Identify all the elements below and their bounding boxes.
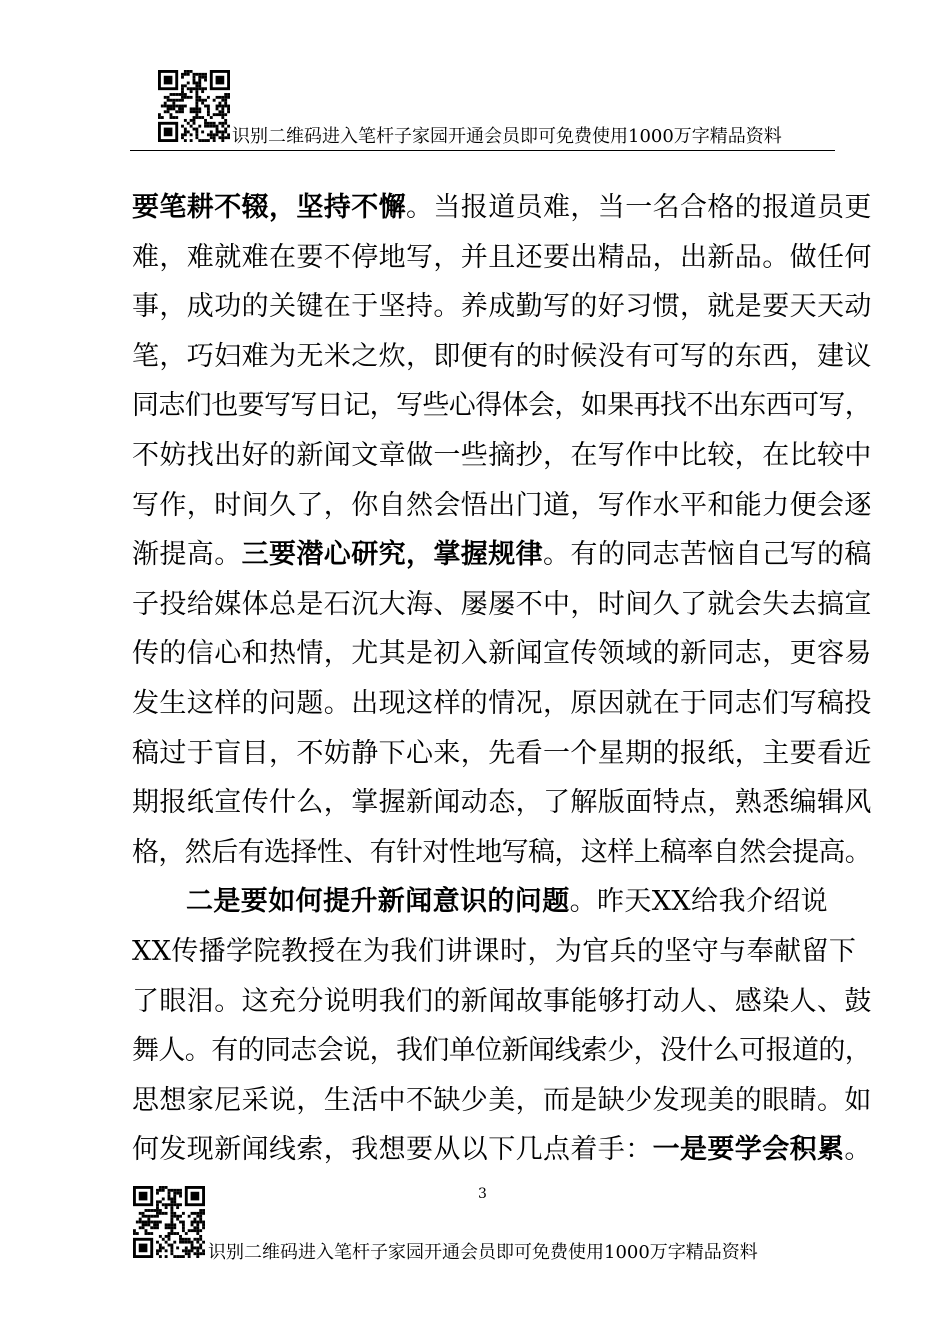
body-line: 事，成功的关键在于坚持。养成勤写的好习惯，就是要天天动 <box>132 291 872 323</box>
body-line: 何发现新闻线索，我想要从以下几点着手：一是要学会积累。 <box>132 1134 872 1166</box>
body-line: 写作，时间久了，你自然会悟出门道，写作水平和能力便会逐 <box>132 489 872 521</box>
body-line: 传的信心和热情，尤其是初入新闻宣传领域的新同志，更容易 <box>132 638 872 670</box>
body-line: 同志们也要写写日记，写些心得体会，如果再找不出东西可写， <box>132 390 872 422</box>
body-line: 笔，巧妇难为无米之炊，即便有的时候没有可写的东西，建议 <box>132 340 872 372</box>
body-line: 难，难就难在要不停地写，并且还要出精品，出新品。做任何 <box>132 241 872 273</box>
section-heading: 二是要如何提升新闻意识的问题 <box>186 886 570 918</box>
body-line: 格，然后有选择性、有针对性地写稿，这样上稿率自然会提高。 <box>132 836 872 868</box>
bold-heading: 要笔耕不辍，坚持不懈 <box>132 192 406 223</box>
body-line: 舞人。有的同志会说，我们单位新闻线索少，没什么可报道的， <box>132 1035 872 1067</box>
body-line: 渐提高。三要潜心研究，掌握规律。有的同志苦恼自己写的稿 <box>132 539 872 571</box>
body-line: 不妨找出好的新闻文章做一些摘抄，在写作中比较，在比较中 <box>132 439 872 471</box>
body-line: 发生这样的问题。出现这样的情况，原因就在于同志们写稿投 <box>132 687 872 719</box>
footer-qr-code-icon <box>133 1186 205 1258</box>
header-divider <box>130 150 835 151</box>
qr-code-icon <box>158 70 230 142</box>
body-line: XX传播学院教授在为我们讲课时，为官兵的坚守与奉献留下 <box>132 935 857 967</box>
body-line: 期报纸宣传什么，掌握新闻动态，了解版面特点，熟悉编辑风 <box>132 787 872 819</box>
body-line: 了眼泪。这充分说明我们的新闻故事能够打动人、感染人、鼓 <box>132 985 872 1017</box>
footer-promo-text: 识别二维码进入笔杆子家园开通会员即可免费使用1000万字精品资料 <box>208 1242 758 1263</box>
body-line: 子投给媒体总是石沉大海、屡屡不中，时间久了就会失去搞宣 <box>132 588 872 620</box>
body-line: 思想家尼采说，生活中不缺少美，而是缺少发现美的眼睛。如 <box>132 1084 872 1116</box>
document-body <box>132 183 872 1175</box>
body-line: 稿过于盲目，不妨静下心来，先看一个星期的报纸，主要看近 <box>132 737 872 769</box>
body-line: 要笔耕不辍，坚持不懈。当报道员难，当一名合格的报道员更 <box>132 192 872 223</box>
bold-heading: 一是要学会积累 <box>652 1134 845 1166</box>
body-line: 二是要如何提升新闻意识的问题。昨天XX给我介绍说 <box>186 886 829 918</box>
qr-code-icon <box>133 1186 205 1258</box>
bold-heading: 三要潜心研究，掌握规律 <box>241 539 544 571</box>
header-qr-code-icon <box>158 70 230 142</box>
page-number: 3 <box>478 1186 487 1202</box>
header-promo-text: 识别二维码进入笔杆子家园开通会员即可免费使用1000万字精品资料 <box>232 126 782 147</box>
